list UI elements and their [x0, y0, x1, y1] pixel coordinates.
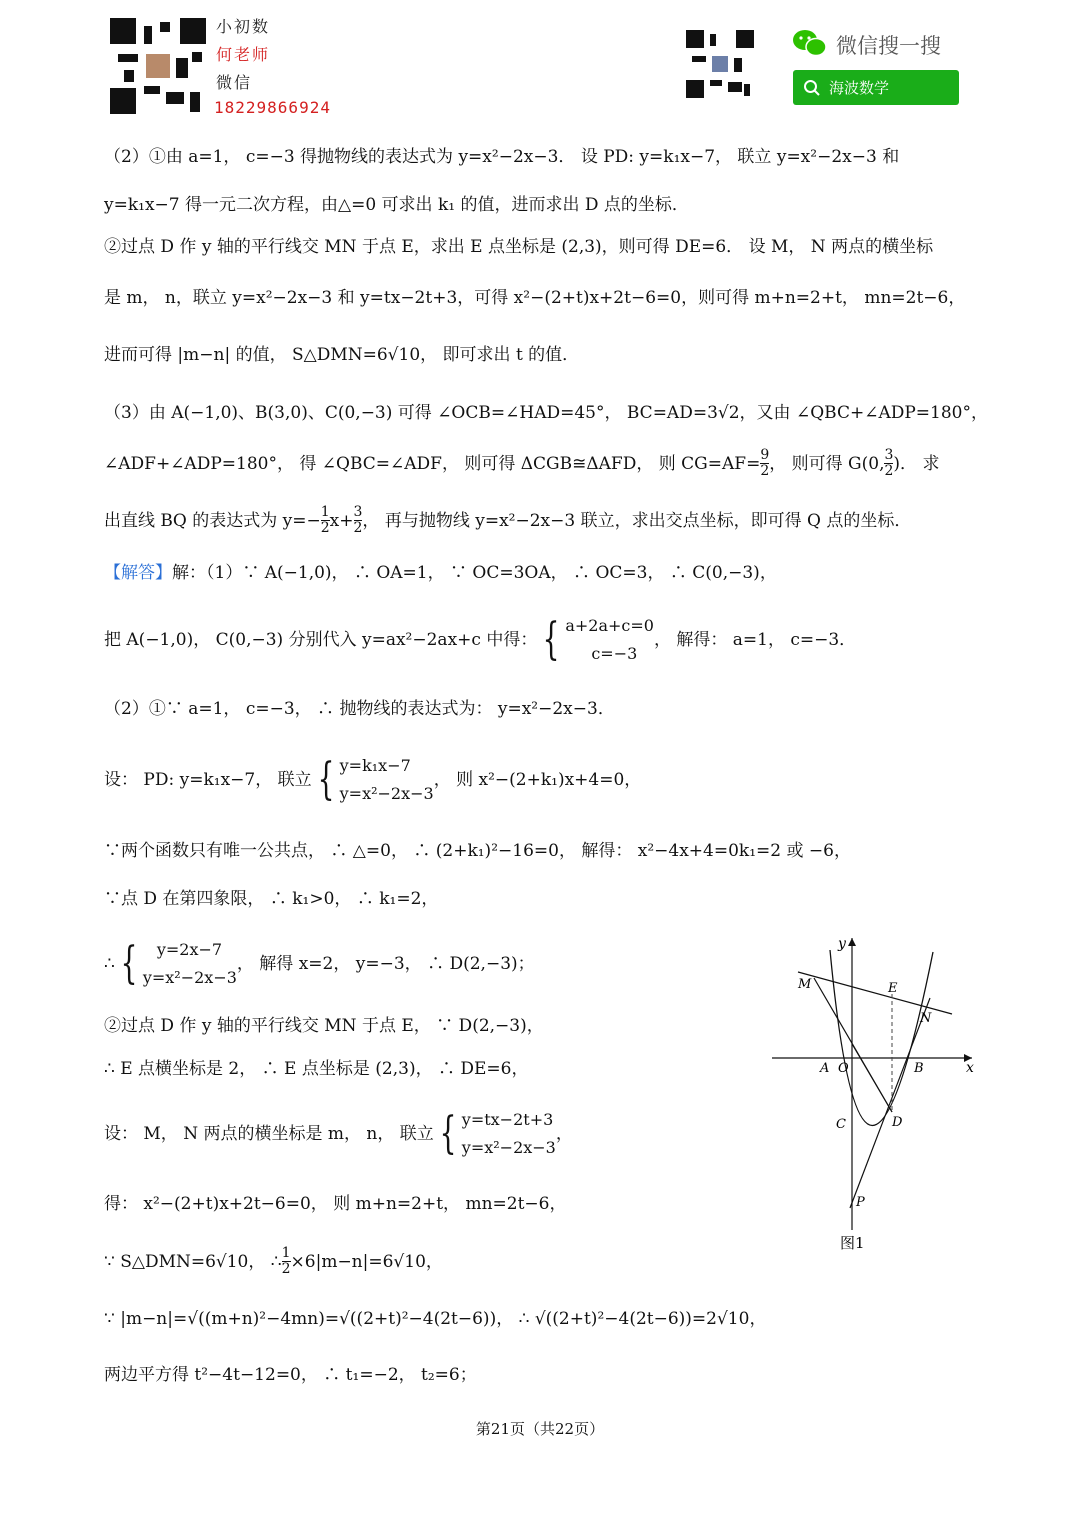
handwritten-subject: 小初数: [216, 17, 271, 36]
text-segment: ×6|m−n|=6√10，: [290, 1251, 443, 1272]
denominator: 2: [884, 463, 894, 479]
equation-row: y=tx−2t+3: [461, 1110, 554, 1129]
equation-system: { a+2a+c=0 c=−3: [537, 612, 654, 668]
solution-line-2: [104, 612, 856, 668]
equation-system: { y=k₁x−7 y=x²−2x−3: [312, 752, 434, 808]
solution-line-11: 得： x²−(2+t)x+2t−6=0， 则 m+n=2+t， mn=2t−6，: [104, 1194, 567, 1214]
line-mn: [798, 972, 952, 1014]
search-keyword: 海波数学: [829, 79, 890, 97]
label-p: P: [856, 1195, 865, 1210]
text-segment: 解：（1）∵ A(−1,0)， ∴ OA=1， ∵ OC=3OA， ∴ OC=3， ∴ C(0,−3)，: [172, 563, 777, 583]
figure-1: [768, 930, 980, 1260]
label-b: B: [914, 1061, 924, 1076]
numerator: 9: [760, 447, 770, 463]
text-segment: 设： M， N 两点的横坐标是 m， n， 联立: [104, 1124, 434, 1144]
solution-line-14: 两边平方得 t²−4t−12=0， ∴ t₁=−2， t₂=6；: [104, 1365, 477, 1385]
y-axis-arrow: [848, 938, 856, 946]
line-cd: [852, 1044, 892, 1112]
numerator: 1: [281, 1245, 291, 1261]
analysis-line-1: （2）①由 a=1， c=−3 得抛物线的表达式为 y=x²−2x−3． 设 PD: y=k₁x−7， 联立 y=x²−2x−3 和: [104, 147, 900, 167]
line-pd: [850, 998, 930, 1208]
solution-line-13: ∵ |m−n|=√((m+n)²−4mn)=√((2+t)²−4(2t−6))， ∴ √((2+t)²−4(2t−6))=2√10，: [104, 1309, 767, 1329]
label-c: C: [836, 1117, 846, 1132]
solution-line-8: ②过点 D 作 y 轴的平行线交 MN 于点 E， ∵ D(2,−3)，: [104, 1016, 544, 1036]
text-segment: 把 A(−1,0)， C(0,−3) 分别代入 y=ax²−2ax+c 中得：: [104, 630, 538, 650]
equation-row: c=−3: [591, 644, 638, 663]
qr-code-icon: [686, 30, 754, 98]
solution-line-1: [104, 562, 777, 584]
equation-system: { y=2x−7 y=x²−2x−3: [115, 936, 237, 992]
equation-row: y=2x−7: [156, 940, 223, 959]
wechat-search-title: 微信搜一搜: [836, 34, 941, 58]
label-n: N: [920, 1011, 932, 1026]
solution-line-12: [104, 1246, 443, 1277]
fraction-one-half: [321, 505, 330, 536]
equation-row: y=x²−2x−3: [142, 968, 237, 987]
solution-line-5: ∵两个函数只有唯一公共点， ∴ △=0， ∴ (2+k₁)²−16=0， 解得： x²−4x+4=0k₁=2 或 −6，: [104, 841, 851, 861]
text-segment: ∠ADF+∠ADP=180°， 得 ∠QBC=∠ADF， 则可得 ΔCGB≅ΔAFD， 则 CG=AF=: [104, 453, 761, 474]
text-segment: ， 解得： a=1， c=−3．: [653, 630, 857, 650]
text-segment: ， 则 x²−(2+k₁)x+4=0，: [433, 770, 642, 790]
text-segment: 设： PD: y=k₁x−7， 联立: [104, 770, 312, 790]
text-segment: ， 解得 x=2， y=−3， ∴ D(2,−3)；: [236, 954, 535, 974]
label-m: M: [798, 977, 812, 992]
analysis-line-6: （3）由 A(−1,0)、B(3,0)、C(0,−3) 可得 ∠OCB=∠HAD=45°， BC=AD=3√2，又由 ∠QBC+∠ADP=180°，: [104, 403, 988, 423]
numerator: 3: [884, 447, 894, 463]
solution-line-4: [104, 752, 641, 808]
figure-caption: 图1: [840, 1234, 865, 1252]
denominator: 2: [281, 1261, 291, 1277]
solution-line-7: [104, 936, 535, 992]
equation-row: a+2a+c=0: [565, 616, 654, 635]
solution-line-3: （2）①∵ a=1， c=−3， ∴ 抛物线的表达式为： y=x²−2x−3．: [104, 699, 615, 719]
text-segment: ， 则可得 G(0,: [769, 453, 885, 474]
denominator: 2: [320, 520, 330, 536]
solution-tag: 【解答】: [104, 563, 172, 583]
analysis-line-3: ②过点 D 作 y 轴的平行线交 MN 于点 E，求出 E 点坐标是 (2,3)，则可得 DE=6． 设 M， N 两点的横坐标: [104, 237, 934, 257]
equation-system: { y=tx−2t+3 y=x²−2x−3: [434, 1106, 556, 1162]
text-segment: ，: [555, 1124, 573, 1144]
numerator: 3: [353, 504, 363, 520]
denominator: 2: [760, 463, 770, 479]
solution-line-6: ∵点 D 在第四象限， ∴ k₁>0， ∴ k₁=2，: [104, 889, 439, 909]
solution-line-9: ∴ E 点横坐标是 2， ∴ E 点坐标是 (2,3)， ∴ DE=6，: [104, 1059, 529, 1079]
equation-row: y=x²−2x−3: [339, 784, 434, 803]
text-segment: )． 求: [893, 453, 940, 474]
wechat-icon: [792, 28, 828, 58]
fraction-nine-halves: [760, 448, 769, 479]
parabola: [830, 950, 933, 1126]
fraction-three-halves: [884, 448, 893, 479]
search-icon: [803, 79, 821, 97]
analysis-line-8: [104, 505, 911, 536]
analysis-line-4: 是 m， n，联立 y=x²−2x−3 和 y=tx−2t+3，可得 x²−(2+t)x+2t−6=0，则可得 m+n=2+t， mn=2t−6，: [104, 288, 966, 308]
qr-code-icon: [110, 18, 206, 114]
text-segment: x+: [329, 510, 354, 531]
page-number: 第21页（共22页）: [475, 1420, 605, 1438]
numerator: 1: [320, 504, 330, 520]
analysis-line-2: y=k₁x−7 得一元二次方程，由△=0 可求出 k₁ 的值，进而求出 D 点的坐标．: [104, 195, 689, 215]
wechat-search-bar[interactable]: [793, 70, 959, 105]
label-d: D: [892, 1115, 903, 1130]
label-x: x: [966, 1060, 974, 1076]
solution-line-10: [104, 1106, 573, 1162]
fraction-three-halves: [354, 505, 363, 536]
handwritten-phone: 18229866924: [214, 98, 331, 117]
equation-row: y=x²−2x−3: [461, 1138, 556, 1157]
label-a: A: [820, 1061, 830, 1076]
handwritten-teacher: 何老师: [216, 45, 271, 64]
label-o: O: [838, 1061, 849, 1076]
text-segment: ∴: [104, 954, 115, 974]
text-segment: 出直线 BQ 的表达式为 y=−: [104, 510, 321, 531]
analysis-line-5: 进而可得 |m−n| 的值， S△DMN=6√10， 即可求出 t 的值．: [104, 345, 580, 365]
analysis-line-7: [104, 448, 939, 479]
handwritten-wechat: 微信: [216, 73, 253, 92]
fraction-one-half: [282, 1246, 291, 1277]
equation-row: y=k₁x−7: [339, 756, 411, 775]
label-y: y: [838, 936, 846, 952]
text-segment: ∵ S△DMN=6√10， ∴: [104, 1251, 282, 1272]
text-segment: ， 再与抛物线 y=x²−2x−3 联立，求出交点坐标，即可得 Q 点的坐标．: [362, 510, 912, 531]
label-e: E: [888, 981, 898, 996]
denominator: 2: [353, 520, 363, 536]
